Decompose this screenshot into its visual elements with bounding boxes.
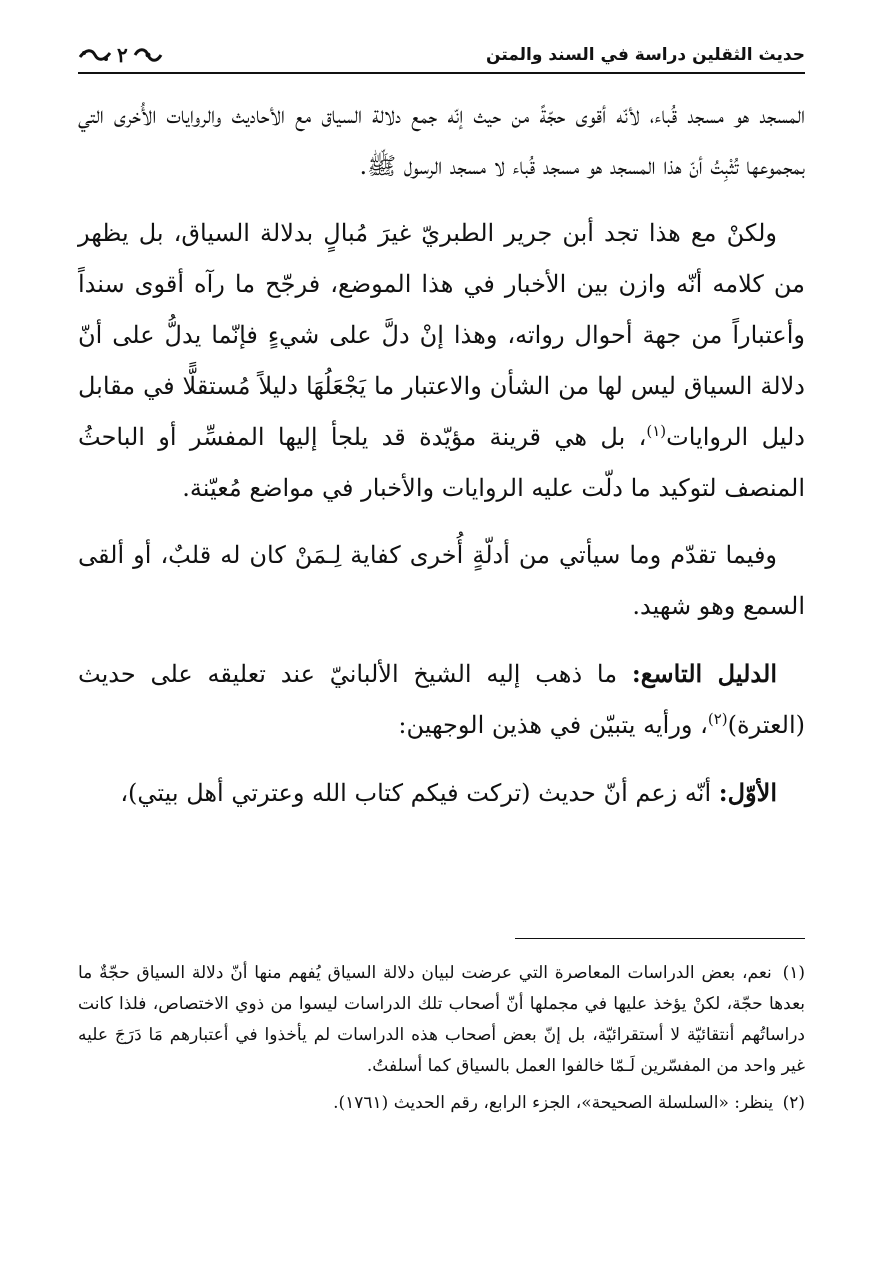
header-ornament (78, 43, 163, 67)
page-number: ٢ (117, 43, 128, 67)
paragraph-4-text: ما ذهب إليه الشيخ الألبانيّ عند تعليقه على حديث (العترة) (78, 660, 805, 739)
paragraph-3 (78, 530, 805, 632)
paragraph-4-end: ، ورأيه يتبيّن في هذين الوجهين: (398, 711, 708, 739)
footnote-2 (78, 1088, 805, 1119)
footnote-divider (515, 938, 805, 939)
paragraph-4 (78, 648, 805, 751)
footnote-1-text: نعم، بعض الدراسات المعاصرة التي عرضت لبيان دلالة السياق يُفهم منها أنّ دلالة السياق حجّةٌ ما بعدها حجّة، لكنْ يؤخذ عليها في مجملها أنّ أصحاب تلك الدراسات ليسوا من ذوي الاختصاص، فلذا كانت دراساتُهم أنتقائيّة لا أستقرائيّة، بل إنّ بعض أصحاب هذه الدراسات لم يأخذوا في أعتبارهم مَا دَرَجَ عليه غير واحد من المفسّرين لَـمّا خالفوا العمل بالسياق كما أسلفتُ. (78, 963, 805, 1076)
running-head (78, 38, 805, 74)
paragraph-5-text: أنّه زعم أنّ حديث (تركت فيكم كتاب الله وعترتي أهل بيتي)، (120, 779, 719, 807)
paragraph-2-end: ، بل هي قرينة مؤيّدة قد يلجأ إليها المفسِّر أو الباحثُ المنصف لتوكيد ما دلّت عليه الروايات والأخبار في مواضع مُعيّنة. (78, 423, 805, 502)
header-title: حديث الثقلين دراسة في السند والمتن (486, 45, 805, 65)
ornament-scroll-icon (133, 47, 163, 63)
paragraph-5-heading: الأوّل: (718, 778, 777, 807)
paragraph-1-text: المسجد هو مسجد قُباء، لأنّه أقوى حجّةً من حيث إنّه جمع دلالة السياق مع الأحاديث والروايات الأُخرى التي بمجموعها تُثْبِتُ أنّ هذا المسجد هو مسجد قُباء لا مسجد الرسول ﷺ. (78, 101, 805, 180)
paragraph-4-heading: الدليل التاسع: (631, 659, 777, 688)
footnote-2-number: (٢) (782, 1093, 805, 1113)
footnote-1-number: (١) (782, 963, 806, 983)
footnote-ref-1[interactable]: (١) (646, 422, 667, 440)
paragraph-1 (78, 90, 805, 192)
paragraph-2 (78, 208, 805, 514)
footnote-1 (78, 958, 805, 1082)
ornament-flourish-icon (78, 47, 112, 63)
paragraph-5 (78, 767, 805, 819)
body-text (78, 90, 805, 835)
paragraph-3-text: وفيما تقدّم وما سيأتي من أدلّةٍ أُخرى كفاية لِـمَنْ كان له قلبٌ، أو ألقى السمع وهو شهيد. (78, 541, 805, 620)
footnote-2-text: ينظر: «السلسلة الصحيحة»، الجزء الرابع، رقم الحديث (١٧٦١). (333, 1093, 774, 1113)
footnote-ref-2[interactable]: (٢) (707, 710, 728, 728)
footnotes (78, 958, 805, 1125)
paragraph-2-text: ولكنْ مع هذا تجد أبن جرير الطبريّ غيرَ مُبالٍ بدلالة السياق، بل يظهر من كلامه أنّه وازن بين الأخبار في هذا الموضع، فرجّح ما رآه أقوى سنداً وأعتباراً من جهة أحوال رواته، وهذا إنْ دلَّ على شيءٍ فإنّما يدلُّ على أنّ دلالة السياق ليس لها من الشأن والاعتبار ما يَجْعَلُهَا دليلاً مُستقلًّا في مقابل دليل الروايات (78, 219, 806, 451)
